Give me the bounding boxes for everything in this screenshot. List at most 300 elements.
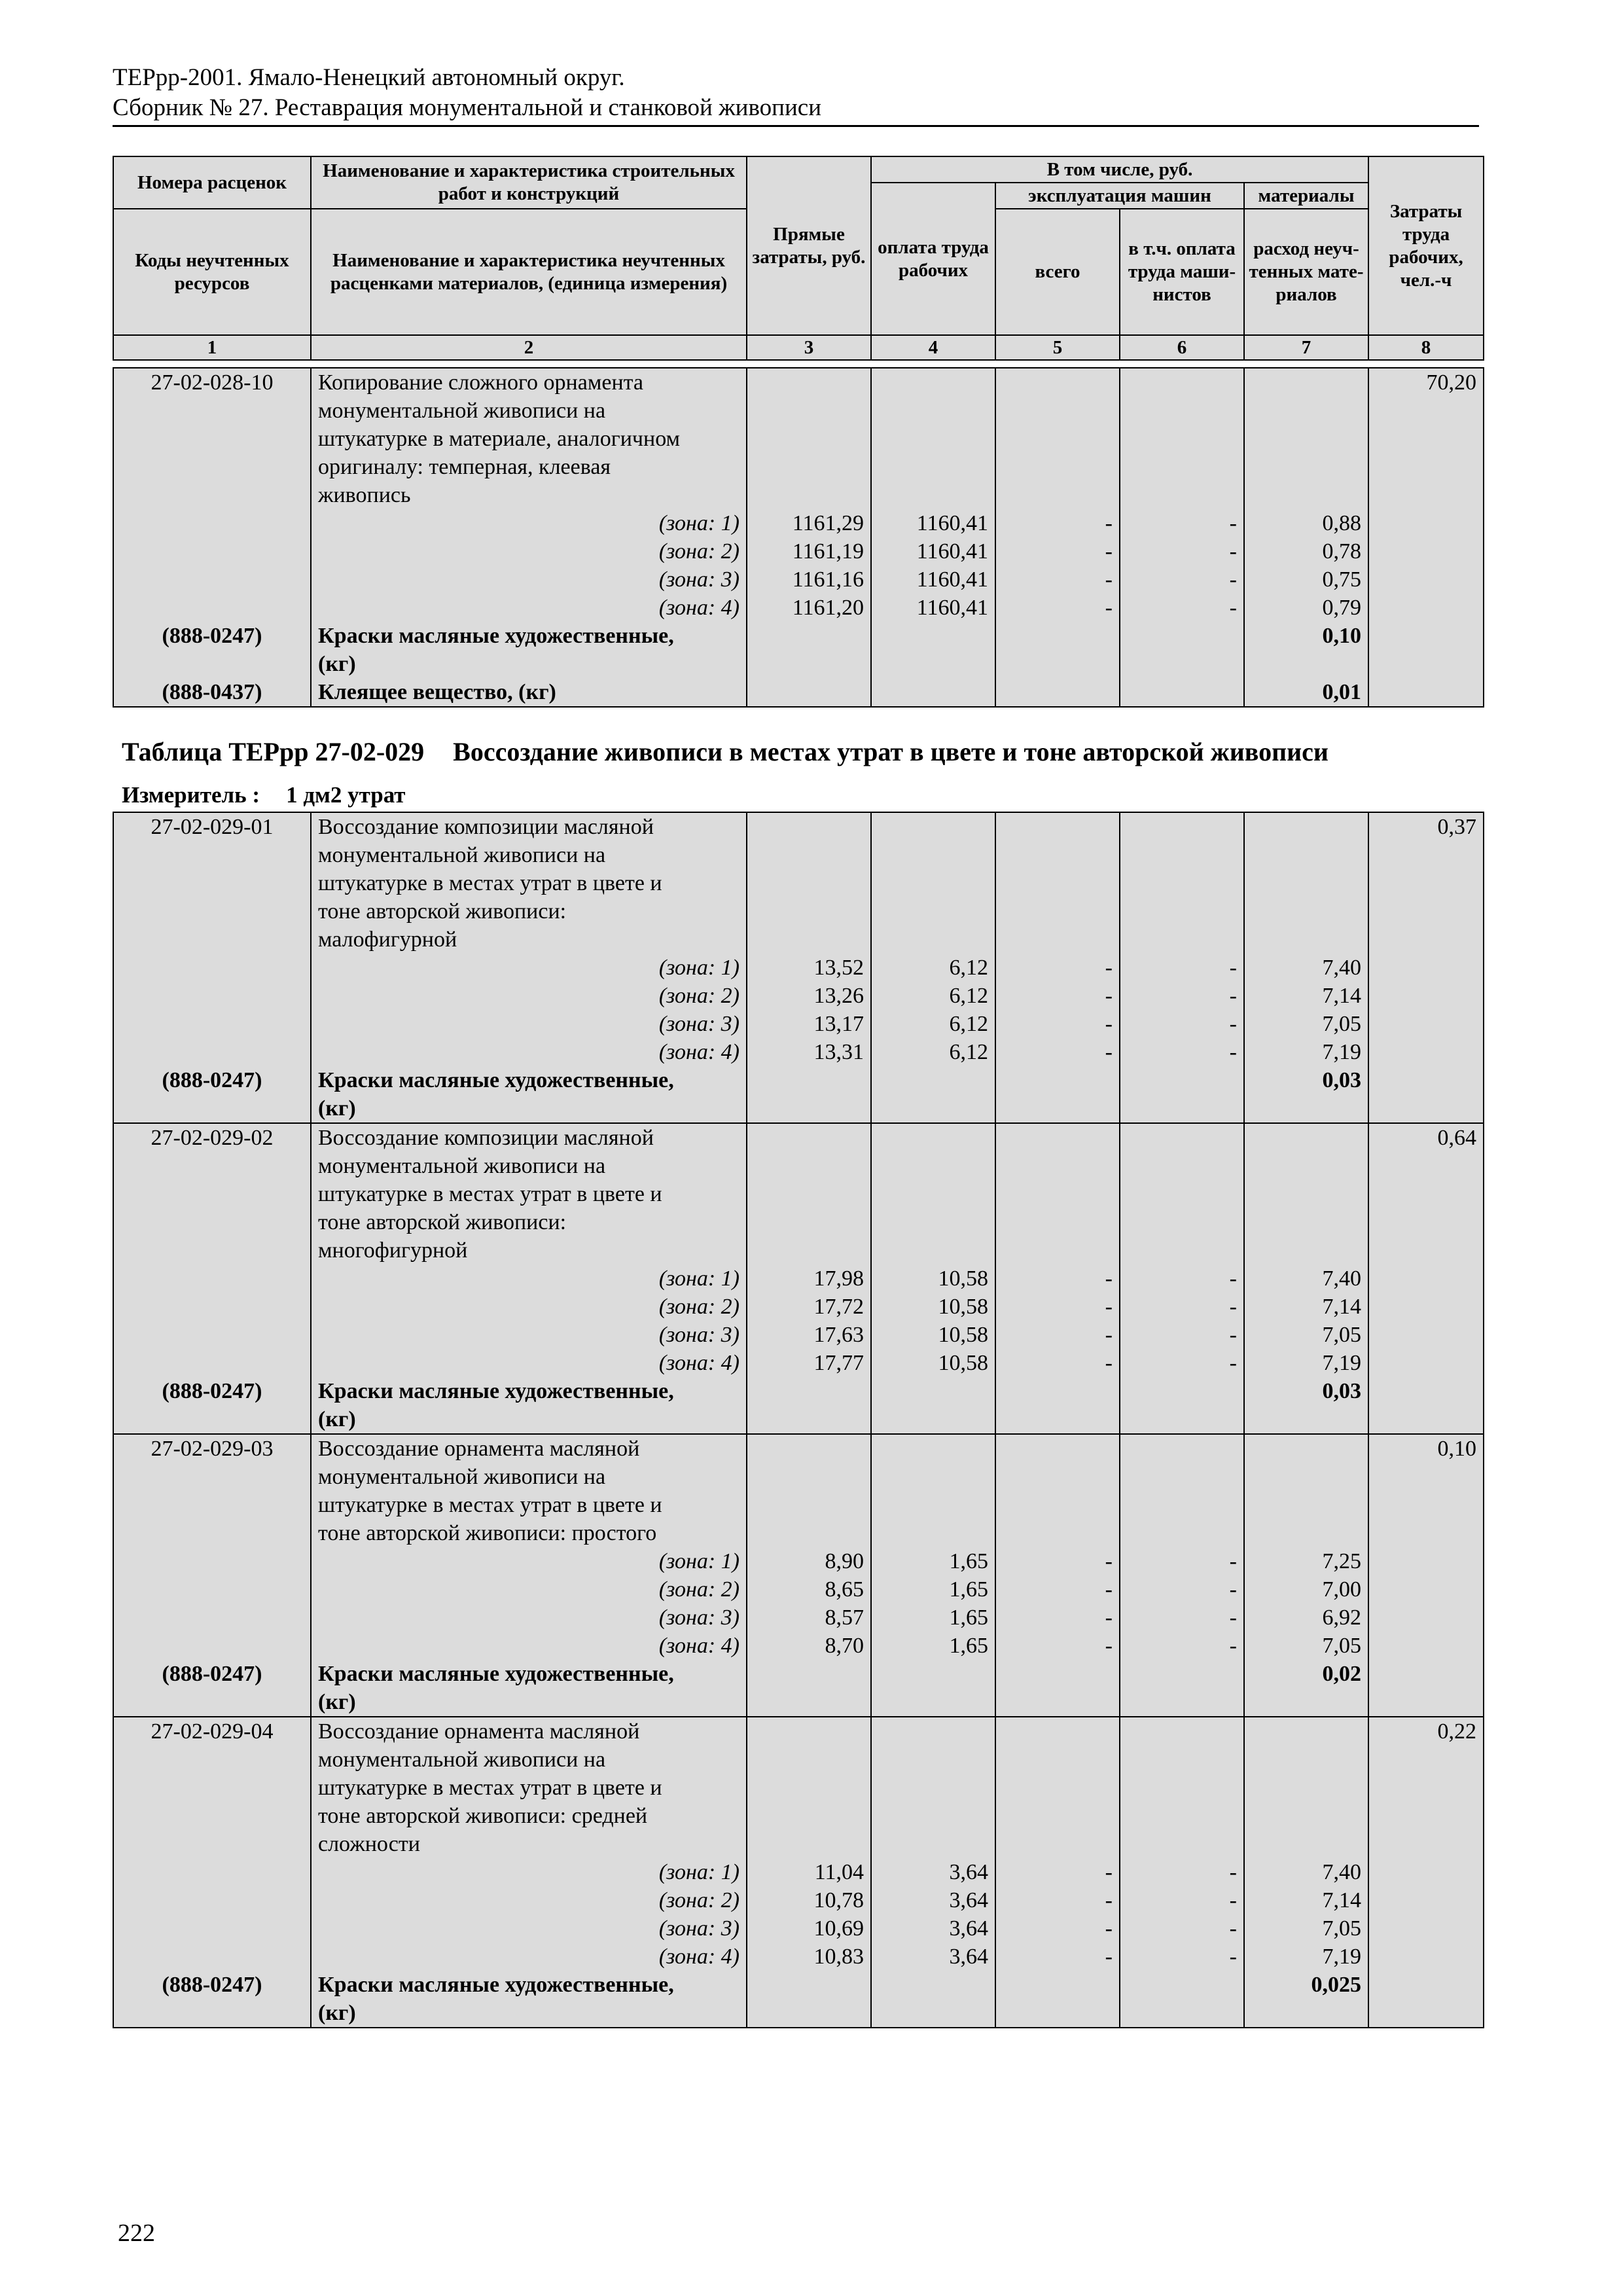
blank-line	[120, 1152, 304, 1180]
machinist-pay-cell	[1120, 1434, 1244, 1717]
resource-qty: 0,03	[1322, 1068, 1361, 1092]
description-line: монументальной живописи на	[318, 1465, 606, 1489]
labor-value: 0,64	[1437, 1126, 1476, 1150]
rate-code-cell	[113, 1717, 311, 2028]
blank-line	[754, 650, 864, 678]
blank-line	[1003, 425, 1113, 453]
header-kody: Коды неучтенных ресурсов	[113, 209, 311, 335]
blank-line	[120, 397, 304, 425]
blank-line	[1003, 678, 1113, 706]
blank-line	[1003, 1802, 1113, 1830]
rate-row	[113, 1434, 1484, 1717]
blank-line	[1127, 925, 1237, 954]
value-mpay: -	[1229, 539, 1237, 564]
zone-label: (зона: 1)	[658, 1860, 740, 1884]
blank-line	[1251, 1774, 1361, 1802]
description-line: сложности	[318, 1832, 420, 1856]
price-table-029	[113, 812, 1484, 2028]
value-mach: -	[1105, 1549, 1113, 1573]
measure	[122, 782, 406, 808]
blank-line	[1127, 1152, 1237, 1180]
blank-line	[1127, 425, 1237, 453]
blank-line	[754, 425, 864, 453]
machinist-pay-cell	[1120, 1717, 1244, 2028]
blank-line	[878, 1236, 988, 1265]
rate-row	[113, 1717, 1484, 2028]
value-mat: 0,88	[1322, 511, 1361, 535]
header-rule	[113, 125, 1479, 127]
labor-cost-cell	[1368, 812, 1484, 1123]
blank-line	[878, 1463, 988, 1491]
blank-line	[754, 622, 864, 650]
blank-line	[1251, 897, 1361, 925]
table-title	[122, 736, 1329, 767]
zone-label: (зона: 4)	[658, 1634, 740, 1658]
value-mach: -	[1105, 1577, 1113, 1602]
blank-line	[1127, 1236, 1237, 1265]
zone-label: (зона: 1)	[658, 511, 740, 535]
blank-line	[1251, 453, 1361, 481]
value-mat: 7,14	[1322, 1295, 1361, 1319]
blank-line	[120, 481, 304, 509]
description-cell	[311, 812, 747, 1123]
rate-code: 27-02-029-02	[151, 1126, 274, 1150]
value-direct: 1161,29	[792, 511, 864, 535]
blank-line	[120, 1265, 304, 1293]
value-mach: -	[1105, 511, 1113, 535]
blank-line	[120, 594, 304, 622]
blank-line	[120, 1575, 304, 1604]
zone-label: (зона: 1)	[658, 1549, 740, 1573]
value-mach: -	[1105, 1888, 1113, 1912]
col-number: 7	[1244, 335, 1368, 360]
blank-line	[1127, 1519, 1237, 1547]
blank-line	[754, 813, 864, 841]
header-v-tom-chisle: В том числе, руб.	[871, 156, 1368, 183]
blank-line	[878, 453, 988, 481]
blank-line	[1127, 1463, 1237, 1491]
value-direct: 13,31	[813, 1040, 864, 1064]
resource-qty: 0,03	[1322, 1379, 1361, 1403]
blank-line	[754, 1152, 864, 1180]
blank-line	[1251, 1999, 1361, 2027]
value-mpay: -	[1229, 984, 1237, 1008]
blank-line	[878, 425, 988, 453]
description-line: тоне авторской живописи:	[318, 1210, 567, 1234]
description-line: Воссоздание орнамента масляной	[318, 1437, 640, 1461]
value-pay: 3,64	[949, 1888, 988, 1912]
blank-line	[878, 1152, 988, 1180]
blank-line	[878, 1491, 988, 1519]
col-number: 3	[747, 335, 871, 360]
blank-line	[1003, 1660, 1113, 1688]
blank-line	[754, 1208, 864, 1236]
blank-line	[120, 1491, 304, 1519]
description-line: штукатурке в местах утрат в цвете и	[318, 1493, 662, 1517]
value-direct: 17,63	[813, 1323, 864, 1347]
value-mat: 7,14	[1322, 984, 1361, 1008]
blank-line	[1003, 1688, 1113, 1716]
blank-line	[1251, 1519, 1361, 1547]
blank-line	[754, 1660, 864, 1688]
value-direct: 10,83	[813, 1945, 864, 1969]
blank-line	[120, 650, 304, 678]
value-mach: -	[1105, 1605, 1113, 1630]
value-mach: -	[1105, 1634, 1113, 1658]
value-direct: 10,69	[813, 1916, 864, 1941]
blank-line	[1003, 1491, 1113, 1519]
blank-line	[1003, 1971, 1113, 1999]
direct-cost-cell	[747, 1123, 871, 1434]
header-ekspluatatsiya: эксплуатация машин	[995, 183, 1244, 209]
blank-line	[878, 622, 988, 650]
blank-line	[120, 1180, 304, 1208]
blank-line	[754, 1774, 864, 1802]
blank-line	[120, 1746, 304, 1774]
blank-line	[1251, 397, 1361, 425]
blank-line	[1127, 1094, 1237, 1122]
blank-line	[754, 1236, 864, 1265]
blank-line	[754, 1491, 864, 1519]
value-mach: -	[1105, 1295, 1113, 1319]
blank-line	[1003, 897, 1113, 925]
blank-line	[878, 1519, 988, 1547]
zone-label: (зона: 3)	[658, 1323, 740, 1347]
blank-line	[1127, 1999, 1237, 2027]
description-line: штукатурке в местах утрат в цвете и	[318, 1776, 662, 1800]
blank-line	[878, 1405, 988, 1433]
value-pay: 3,64	[949, 1860, 988, 1884]
value-pay: 1160,41	[916, 596, 988, 620]
blank-line	[1127, 869, 1237, 897]
rate-row	[113, 1123, 1484, 1434]
blank-line	[1251, 813, 1361, 841]
blank-line	[878, 1717, 988, 1746]
value-mpay: -	[1229, 1860, 1237, 1884]
value-direct: 1161,19	[792, 539, 864, 564]
blank-line	[1127, 1830, 1237, 1858]
value-mpay: -	[1229, 1295, 1237, 1319]
header-pryamye: Прямые затраты, руб.	[747, 156, 871, 335]
resource-name: Краски масляные художественные,	[318, 1379, 674, 1403]
value-mpay: -	[1229, 511, 1237, 535]
blank-line	[1127, 1491, 1237, 1519]
header-zatraty: Затраты труда рабочих, чел.-ч	[1368, 156, 1484, 335]
value-mach: -	[1105, 1860, 1113, 1884]
blank-line	[120, 509, 304, 537]
price-table-028	[113, 367, 1484, 708]
value-pay: 3,64	[949, 1945, 988, 1969]
blank-line	[1127, 397, 1237, 425]
zone-label: (зона: 3)	[658, 567, 740, 592]
resource-name: Краски масляные художественные,	[318, 1662, 674, 1686]
col-number: 8	[1368, 335, 1484, 360]
blank-line	[1127, 1435, 1237, 1463]
description-cell	[311, 368, 747, 707]
blank-line	[120, 982, 304, 1010]
rate-code: 27-02-029-01	[151, 815, 274, 839]
col-number: 2	[311, 335, 747, 360]
description-line: монументальной живописи на	[318, 843, 606, 867]
blank-line	[878, 1066, 988, 1094]
blank-line	[1127, 1208, 1237, 1236]
blank-line	[1003, 1152, 1113, 1180]
description-line: штукатурке в местах утрат в цвете и	[318, 1182, 662, 1206]
value-mat: 7,05	[1322, 1634, 1361, 1658]
materials-cell	[1244, 1434, 1368, 1717]
blank-line	[754, 1180, 864, 1208]
value-mach: -	[1105, 1945, 1113, 1969]
blank-line	[120, 1038, 304, 1066]
description-line: Воссоздание орнамента масляной	[318, 1719, 640, 1744]
value-mpay: -	[1229, 567, 1237, 592]
blank-line	[754, 1463, 864, 1491]
blank-line	[1003, 368, 1113, 397]
blank-line	[1251, 1236, 1361, 1265]
blank-line	[1127, 1660, 1237, 1688]
blank-line	[1003, 1519, 1113, 1547]
value-mpay: -	[1229, 1577, 1237, 1602]
blank-line	[1127, 678, 1237, 706]
blank-line	[120, 1094, 304, 1122]
blank-line	[754, 453, 864, 481]
header-col-numbers	[113, 335, 1484, 360]
value-mpay: -	[1229, 596, 1237, 620]
description-line: монументальной живописи на	[318, 1154, 606, 1178]
labor-pay-cell	[871, 1434, 995, 1717]
blank-line	[1251, 481, 1361, 509]
value-mat: 7,40	[1322, 1266, 1361, 1291]
blank-line	[120, 1999, 304, 2027]
machinist-pay-cell	[1120, 812, 1244, 1123]
blank-line	[1251, 869, 1361, 897]
value-pay: 10,58	[938, 1295, 988, 1319]
blank-line	[878, 1688, 988, 1716]
value-direct: 17,77	[813, 1351, 864, 1375]
resource-name: (кг)	[318, 2001, 356, 2025]
blank-line	[1127, 1802, 1237, 1830]
value-mat: 7,05	[1322, 1916, 1361, 1941]
blank-line	[754, 897, 864, 925]
blank-line	[120, 1547, 304, 1575]
blank-line	[1003, 1180, 1113, 1208]
value-mpay: -	[1229, 1012, 1237, 1036]
value-mat: 6,92	[1322, 1605, 1361, 1630]
value-mpay: -	[1229, 1634, 1237, 1658]
value-pay: 3,64	[949, 1916, 988, 1941]
value-direct: 13,17	[813, 1012, 864, 1036]
blank-line	[1251, 1688, 1361, 1716]
zone-label: (зона: 3)	[658, 1605, 740, 1630]
blank-line	[1003, 1405, 1113, 1433]
description-line: тоне авторской живописи:	[318, 899, 567, 924]
blank-line	[120, 1914, 304, 1943]
blank-line	[1127, 368, 1237, 397]
zone-label: (зона: 2)	[658, 1888, 740, 1912]
description-cell	[311, 1434, 747, 1717]
blank-line	[1251, 650, 1361, 678]
description-line: тоне авторской живописи: средней	[318, 1804, 648, 1828]
value-mach: -	[1105, 596, 1113, 620]
resource-code: (888-0247)	[162, 1379, 262, 1403]
blank-line	[120, 1519, 304, 1547]
resource-name: (кг)	[318, 1690, 356, 1714]
value-mach: -	[1105, 1351, 1113, 1375]
blank-line	[1127, 622, 1237, 650]
blank-line	[1127, 1717, 1237, 1746]
value-mat: 7,19	[1322, 1945, 1361, 1969]
value-mpay: -	[1229, 1351, 1237, 1375]
blank-line	[754, 397, 864, 425]
table-label: Таблица ТЕРрр 27-02-029	[122, 737, 425, 766]
blank-line	[754, 1971, 864, 1999]
value-mat: 7,19	[1322, 1040, 1361, 1064]
blank-line	[120, 1632, 304, 1660]
description-line: многофигурной	[318, 1238, 468, 1263]
zone-label: (зона: 2)	[658, 539, 740, 564]
blank-line	[1003, 1066, 1113, 1094]
blank-line	[120, 1349, 304, 1377]
blank-line	[1003, 1124, 1113, 1152]
blank-line	[754, 1405, 864, 1433]
blank-line	[754, 1519, 864, 1547]
blank-line	[878, 925, 988, 954]
blank-line	[878, 368, 988, 397]
blank-line	[1127, 1124, 1237, 1152]
value-direct: 8,57	[825, 1605, 864, 1630]
blank-line	[878, 1802, 988, 1830]
machinist-pay-cell	[1120, 368, 1244, 707]
blank-line	[1003, 1463, 1113, 1491]
rate-row	[113, 812, 1484, 1123]
blank-line	[878, 897, 988, 925]
value-mach: -	[1105, 1040, 1113, 1064]
blank-line	[120, 1208, 304, 1236]
header-vsego: всего	[995, 209, 1120, 335]
blank-line	[878, 1971, 988, 1999]
blank-line	[120, 869, 304, 897]
table-header	[113, 156, 1484, 361]
blank-line	[1251, 1124, 1361, 1152]
resource-code: (888-0247)	[162, 1973, 262, 1997]
value-mach: -	[1105, 1012, 1113, 1036]
zone-label: (зона: 1)	[658, 956, 740, 980]
value-direct: 8,65	[825, 1577, 864, 1602]
value-mpay: -	[1229, 1916, 1237, 1941]
measure-label: Измеритель :	[122, 782, 260, 808]
header-oplata: оплата труда рабочих	[871, 183, 995, 335]
blank-line	[1251, 1152, 1361, 1180]
blank-line	[120, 1463, 304, 1491]
blank-line	[754, 1830, 864, 1858]
materials-cell	[1244, 812, 1368, 1123]
value-mpay: -	[1229, 1266, 1237, 1291]
value-pay: 1,65	[949, 1634, 988, 1658]
value-mat: 0,78	[1322, 539, 1361, 564]
resource-qty: 0,01	[1322, 680, 1361, 704]
blank-line	[878, 1660, 988, 1688]
blank-line	[120, 1405, 304, 1433]
description-line: Воссоздание композиции масляной	[318, 815, 654, 839]
blank-line	[1127, 1180, 1237, 1208]
blank-line	[1251, 1405, 1361, 1433]
blank-line	[878, 1830, 988, 1858]
value-mach: -	[1105, 539, 1113, 564]
blank-line	[1251, 1463, 1361, 1491]
machines-total-cell	[995, 812, 1120, 1123]
header-raskhod: расход неуч- тенных мате- риалов	[1244, 209, 1368, 335]
value-mpay: -	[1229, 1945, 1237, 1969]
rate-row	[113, 368, 1484, 707]
blank-line	[878, 1124, 988, 1152]
blank-line	[1251, 1208, 1361, 1236]
blank-line	[1251, 1094, 1361, 1122]
value-mpay: -	[1229, 1605, 1237, 1630]
blank-line	[878, 813, 988, 841]
blank-line	[1251, 368, 1361, 397]
blank-line	[120, 1830, 304, 1858]
blank-line	[120, 897, 304, 925]
value-mpay: -	[1229, 1888, 1237, 1912]
blank-line	[120, 425, 304, 453]
blank-line	[1251, 425, 1361, 453]
blank-line	[120, 565, 304, 594]
value-mat: 7,25	[1322, 1549, 1361, 1573]
description-line: Копирование сложного орнамента	[318, 370, 644, 395]
resource-name: Краски масляные художественные,	[318, 1973, 674, 1997]
blank-line	[1127, 453, 1237, 481]
blank-line	[1251, 925, 1361, 954]
machinist-pay-cell	[1120, 1123, 1244, 1434]
direct-cost-cell	[747, 812, 871, 1123]
description-line: тоне авторской живописи: простого	[318, 1521, 657, 1545]
value-mach: -	[1105, 984, 1113, 1008]
resource-name: Клеящее вещество, (кг)	[318, 680, 556, 704]
zone-label: (зона: 4)	[658, 596, 740, 620]
resource-qty: 0,02	[1322, 1662, 1361, 1686]
blank-line	[1003, 481, 1113, 509]
labor-value: 0,10	[1437, 1437, 1476, 1461]
resource-qty: 0,025	[1311, 1973, 1361, 1997]
blank-line	[878, 1774, 988, 1802]
description-line: монументальной живописи на	[318, 399, 606, 423]
blank-line	[1003, 1746, 1113, 1774]
zone-label: (зона: 4)	[658, 1351, 740, 1375]
col-number: 4	[871, 335, 995, 360]
blank-line	[754, 1802, 864, 1830]
value-mat: 7,40	[1322, 956, 1361, 980]
blank-line	[1251, 1180, 1361, 1208]
blank-line	[1251, 1802, 1361, 1830]
blank-line	[878, 650, 988, 678]
value-pay: 6,12	[949, 956, 988, 980]
labor-pay-cell	[871, 1717, 995, 2028]
blank-line	[1127, 1377, 1237, 1405]
blank-line	[1127, 897, 1237, 925]
value-mat: 7,14	[1322, 1888, 1361, 1912]
blank-line	[878, 397, 988, 425]
header-nomera: Номера расценок	[113, 156, 311, 209]
description-line: штукатурке в материале, аналогичном	[318, 427, 681, 451]
blank-line	[1003, 622, 1113, 650]
rate-code: 27-02-028-10	[151, 370, 274, 395]
value-pay: 1160,41	[916, 539, 988, 564]
machines-total-cell	[995, 1717, 1120, 2028]
labor-cost-cell	[1368, 368, 1484, 707]
col-number: 5	[995, 335, 1120, 360]
resource-code: (888-0247)	[162, 624, 262, 648]
blank-line	[754, 1124, 864, 1152]
